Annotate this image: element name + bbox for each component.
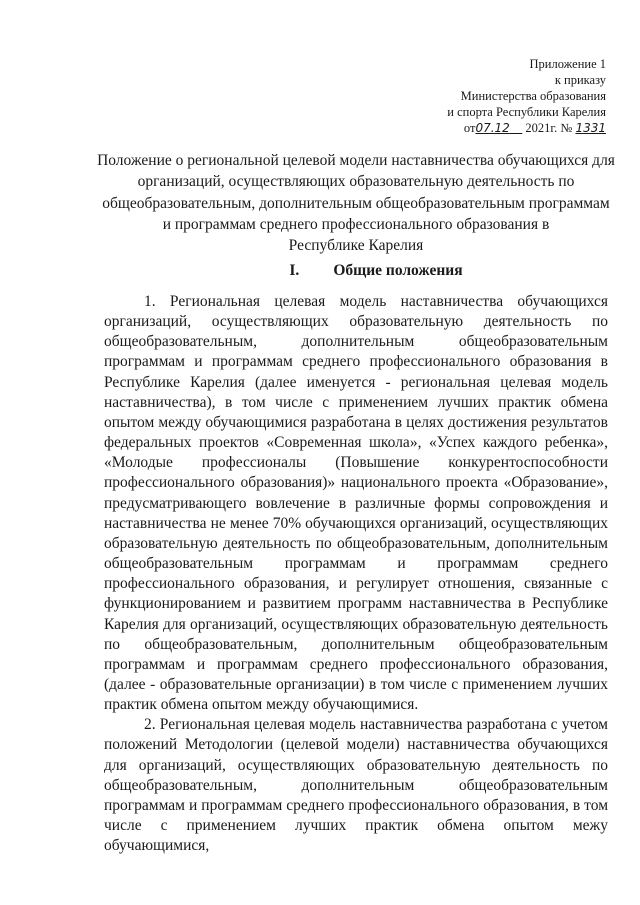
appendix-line-3: Министерства образования (460, 89, 606, 103)
title-line-3: общеобразовательным, дополнительным общеобразовательным программам (102, 194, 610, 212)
date-prefix: от (463, 121, 476, 135)
year-text: 2021г. № (525, 121, 573, 135)
title-line-2: организаций, осуществляющих образовательную деятельность по (137, 173, 575, 191)
section-title: Общие положения (333, 262, 463, 279)
handwritten-number: 1331 (575, 121, 606, 135)
title-line-4: и программам среднего профессионального образования в (162, 215, 550, 233)
paragraph-2: 2. Региональная целевая модель наставничества разработана с учетом положений Методологии (целевой модели) наставничества обучающихся для организаций, осуществляющих образовательную деятельность по общеобразовательным, дополнительным общеобразовательным программам и программам среднего профессионального образования, в том числе с применением лучших практик обмена опытом межу обучающимися, (104, 716, 608, 855)
document-title (96, 150, 616, 256)
appendix-line-4: и спорта Республики Карелия (447, 105, 606, 119)
handwritten-date: 07.12 (475, 121, 510, 135)
section-heading (0, 262, 640, 280)
date-underline-gap (510, 121, 523, 135)
appendix-date-line (447, 120, 606, 136)
document-body (104, 292, 608, 856)
title-line-5: Республике Карелия (288, 237, 424, 255)
section-number: I. (289, 262, 300, 279)
appendix-line-1: Приложение 1 (529, 57, 606, 71)
appendix-block (447, 56, 606, 136)
title-line-1: Положение о региональной целевой модели наставничества обучающихся для (97, 152, 615, 169)
appendix-line-2: к приказу (554, 73, 606, 87)
paragraph-1: 1. Региональная целевая модель наставничества обучающихся организаций, осуществляющих образовательную деятельность по общеобразовательным, дополнительным общеобразовательным программам и программам среднего профессионального образования в Республике Карелия (далее именуется - региональная целевая модель наставничества), в том числе с применением лучших практик обмена опытом между обучающимися разработана в целях достижения результатов федеральных проектов «Современная школа», «Успех каждого ребенка», «Молодые профессионалы (Повышение конкурентоспособности профессионального образования)» национального проекта «Образование», предусматривающего вовлечение в различные формы сопровождения и наставничества не менее 70% обучающихся организаций, осуществляющих образовательную деятельность по общеобразовательным, дополнительным общеобразовательным программам и программам среднего профессионального образования, и регулирует отношения, связанные с функционированием и развитием программ наставничества в Республике Карелия для организаций, осуществляющих образовательную деятельность по общеобразовательным, дополнительным общеобразовательным программам и программам среднего профессионального образования, (далее - образовательные организации) в том числе с применением лучших практик обмена опытом между обучающимися. (104, 293, 608, 714)
